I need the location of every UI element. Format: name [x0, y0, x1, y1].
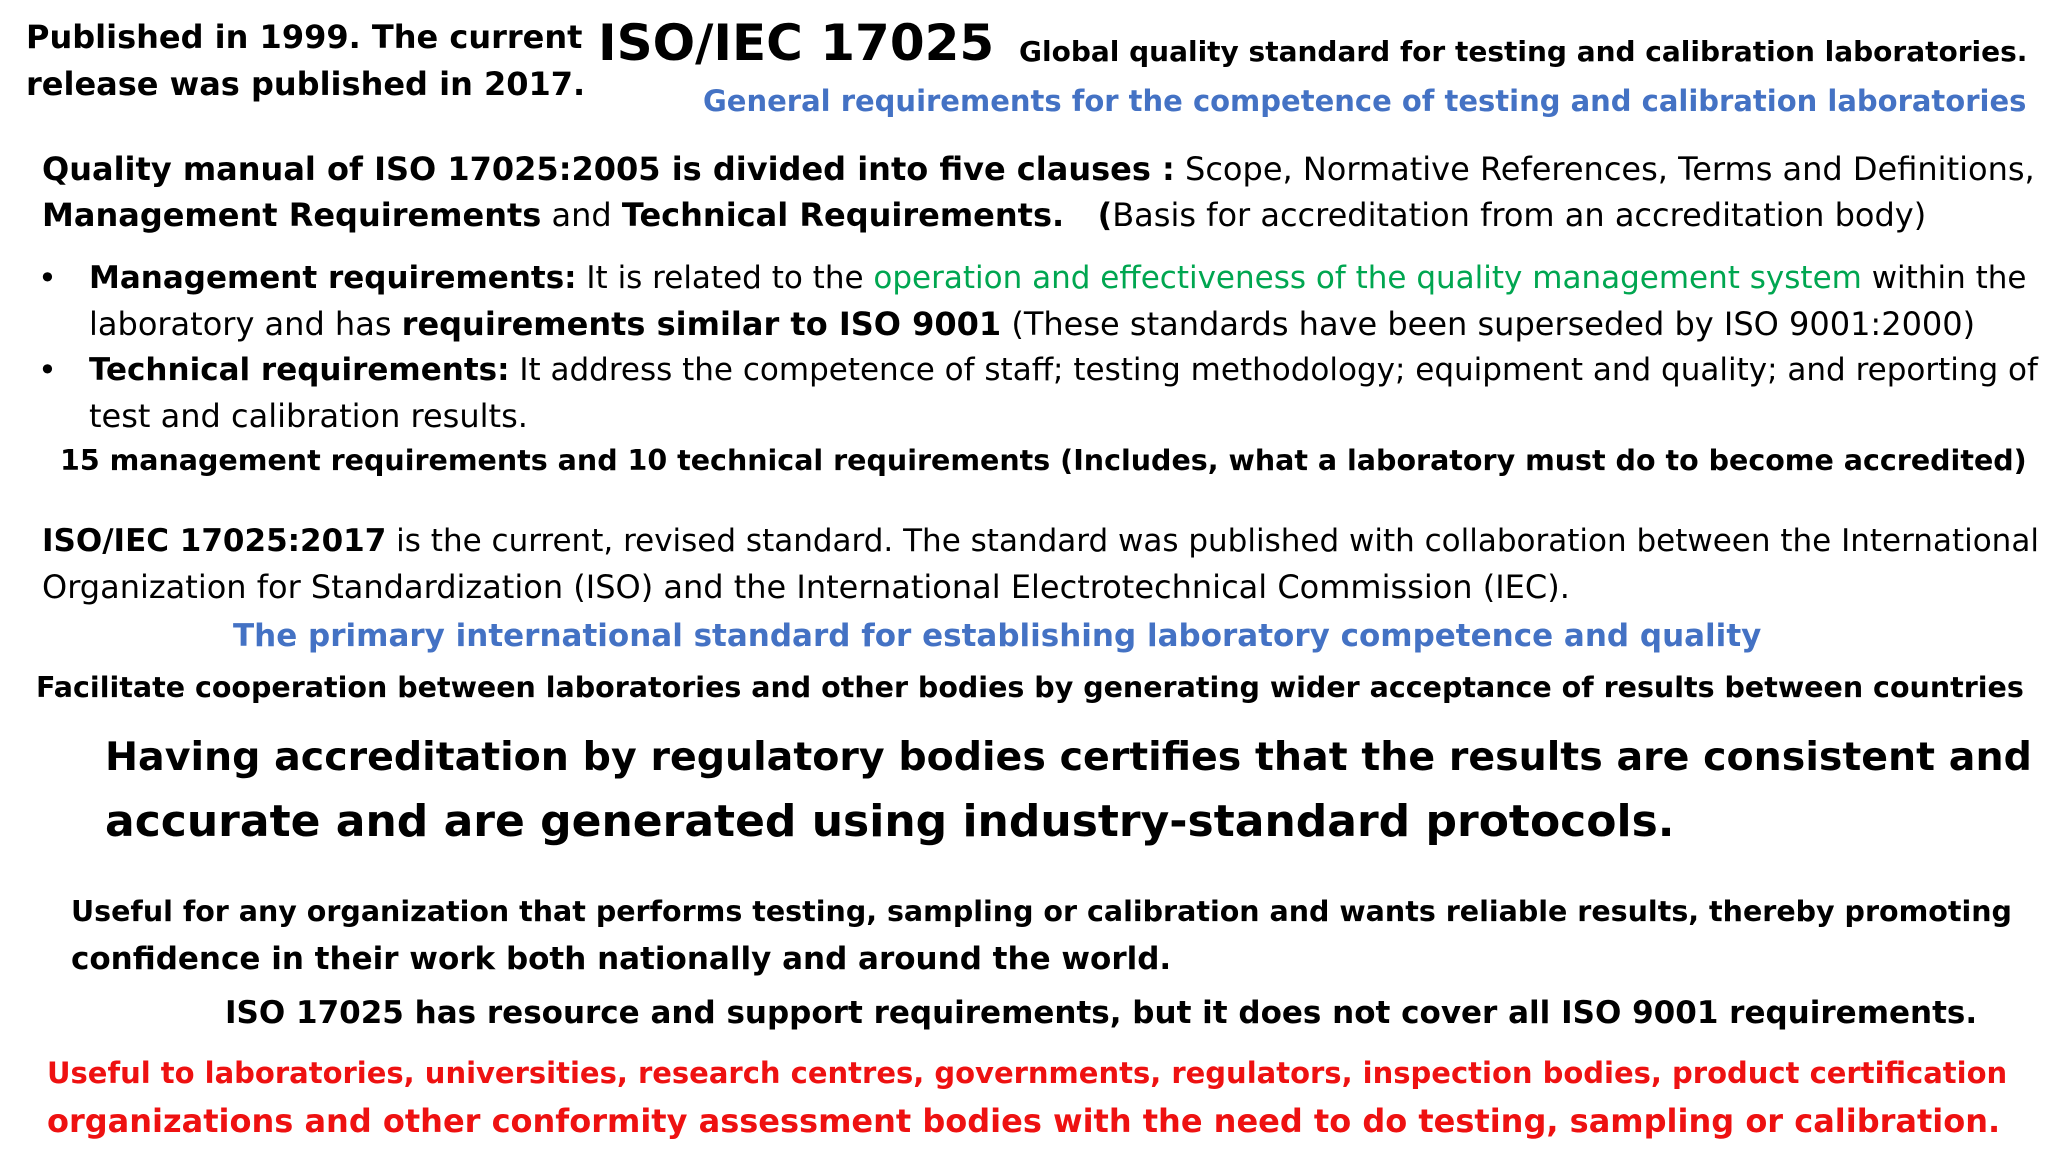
- accreditation-statement-line-1: Having accreditation by regulatory bodies certifies that the results are consistent and: [105, 734, 2032, 780]
- management-bullet-line-2: [89, 306, 1975, 343]
- current-standard-name: ISO/IEC 17025:2017: [42, 523, 387, 559]
- management-bullet-text-end: within the: [1861, 260, 2027, 296]
- audience-statement-line-1: Useful to laboratories, universities, research centres, governments, regulators, inspection bodies, product certification: [47, 1056, 2008, 1090]
- technical-bullet-text: It address the competence of staff; testing methodology; equipment and quality; and reporting of: [509, 352, 2038, 388]
- technical-bullet-label: Technical requirements:: [89, 352, 510, 388]
- current-standard-description: is the current, revised standard. The standard was published with collaboration between the International: [386, 523, 2039, 559]
- bullet-icon: •: [38, 351, 57, 389]
- usefulness-statement-line-2: confidence in their work both nationally and around the world.: [71, 941, 1172, 977]
- bullet-icon: •: [38, 259, 57, 297]
- accreditation-basis-note: Basis for accreditation from an accreditation body): [1112, 196, 1927, 234]
- published-note-line-1: Published in 1999. The current: [26, 18, 583, 56]
- current-standard-line-2: Organization for Standardization (ISO) and the International Electrotechnical Commission (IEC).: [42, 568, 1570, 606]
- management-bullet-line-1: [89, 260, 2026, 296]
- requirements-count-statement: 15 management requirements and 10 technical requirements (Includes, what a laboratory must do to become accredited): [60, 444, 2027, 477]
- management-requirements-term: Management Requirements: [42, 196, 542, 234]
- quality-manual-heading: Quality manual of ISO 17025:2005 is divided into five clauses :: [42, 150, 1175, 188]
- technical-requirements-term: Technical Requirements.: [621, 196, 1065, 234]
- page-title: ISO/IEC 17025: [598, 14, 995, 72]
- usefulness-statement-line-1: Useful for any organization that performs testing, sampling or calibration and wants reliable results, thereby promoting: [71, 895, 2012, 928]
- current-standard-line-1: [42, 523, 2039, 559]
- conjunction-text: and: [541, 196, 622, 234]
- general-requirements-subtitle: General requirements for the competence of testing and calibration laboratories: [703, 84, 2027, 118]
- technical-bullet-line-2: test and calibration results.: [89, 397, 528, 435]
- accreditation-statement-line-2: accurate and are generated using industry-standard protocols.: [105, 796, 1675, 847]
- management-bullet-iso9001: requirements similar to ISO 9001: [401, 305, 1002, 343]
- management-bullet-label: Management requirements:: [89, 260, 577, 296]
- open-paren: (: [1064, 196, 1113, 234]
- quality-manual-line-1: [42, 151, 2035, 188]
- facilitate-cooperation-statement: Facilitate cooperation between laboratories and other bodies by generating wider acceptance of results between countries: [36, 671, 2024, 704]
- technical-bullet-line-1: [89, 352, 2038, 388]
- management-bullet-superseded-note: (These standards have been superseded by ISO 9001:2000): [1001, 305, 1976, 343]
- management-bullet-text: It is related to the: [576, 260, 874, 296]
- management-bullet-highlight: operation and effectiveness of the quality management system: [873, 260, 1862, 296]
- quality-manual-line-2: [42, 197, 1926, 234]
- published-note-line-2: release was published in 2017.: [26, 65, 586, 103]
- management-bullet-line-2-start: laboratory and has: [89, 305, 402, 343]
- audience-statement-line-2: organizations and other conformity assessment bodies with the need to do testing, sampling or calibration.: [47, 1102, 2001, 1140]
- primary-standard-statement: The primary international standard for establishing laboratory competence and quality: [233, 618, 1762, 654]
- resource-requirements-statement: ISO 17025 has resource and support requirements, but it does not cover all ISO 9001 requirements.: [225, 995, 1978, 1031]
- quality-manual-clauses: Scope, Normative References, Terms and Definitions,: [1174, 150, 2035, 188]
- global-statement: Global quality standard for testing and calibration laboratories.: [1019, 35, 2028, 68]
